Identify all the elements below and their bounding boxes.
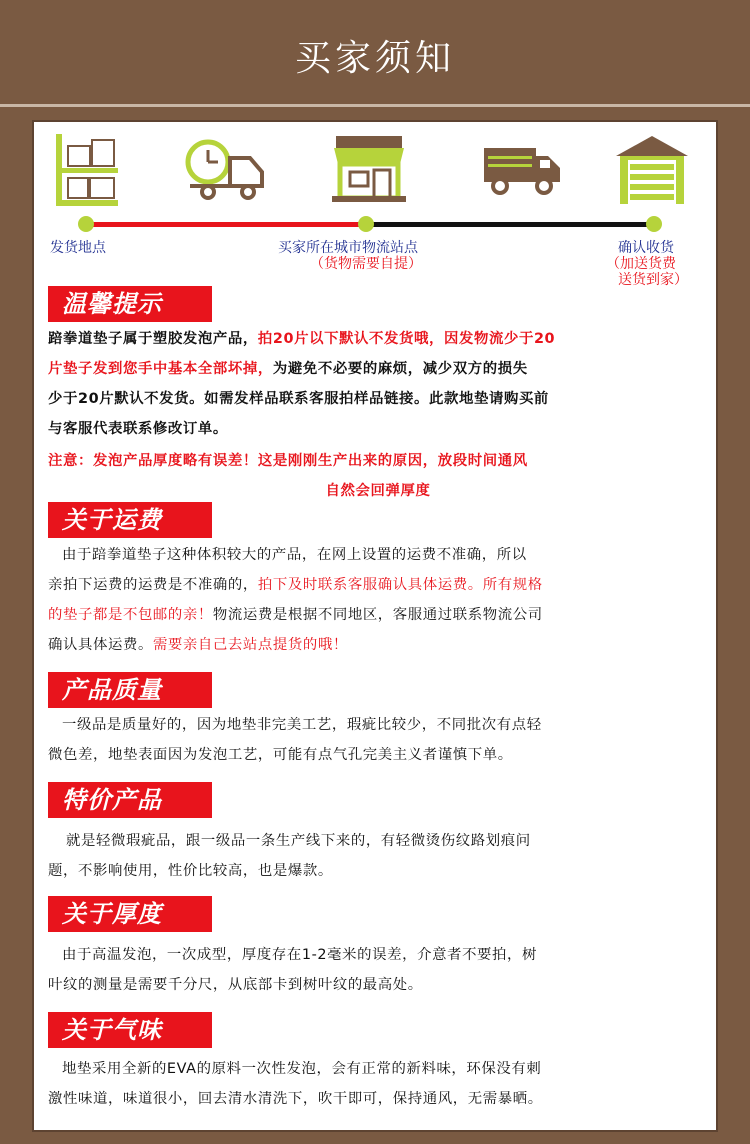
shipping-flow bbox=[34, 122, 716, 292]
section-thickness-title: 关于厚度 bbox=[48, 896, 212, 932]
flow-dot-start bbox=[78, 216, 94, 232]
tips-line-2b: 为避免不必要的麻烦，减少双方的损失 bbox=[272, 361, 528, 377]
tips-line-2a: 片垫子发到您手中基本全部坏掉， bbox=[48, 361, 273, 377]
flow-line-red bbox=[86, 222, 362, 227]
shipping-line-1: 由于踣拳道垫子这种体积较大的产品，在网上设置的运费不准确，所以 bbox=[62, 547, 527, 563]
section-special-title: 特价产品 bbox=[48, 782, 212, 818]
section-thickness-body bbox=[48, 940, 708, 1000]
tips-note-1: 注意：发泡产品厚度略有误差！这是刚刚生产出来的原因，放段时间通风 bbox=[48, 453, 528, 469]
shipping-line-2b: 拍下及时联系客服确认具体运费。所有规格 bbox=[257, 577, 543, 593]
quality-line-1: 一级品是质量好的，因为地垫非完美工艺，瑕疵比较少，不同批次有点轻 bbox=[62, 717, 542, 733]
flow-note-home-delivery: 送货到家） bbox=[618, 272, 688, 288]
odor-line-2: 激性味道，味道很小，回去清水清洗下，吹干即可，保持通风，无需暴晒。 bbox=[48, 1091, 543, 1107]
tips-line-1a: 踣拳道垫子属于塑胶发泡产品， bbox=[48, 331, 258, 347]
thickness-line-1: 由于高温发泡，一次成型，厚度存在1-2毫米的误差，介意者不要拍，树 bbox=[62, 947, 538, 963]
shipping-line-4a: 确认具体运费。 bbox=[48, 637, 153, 653]
odor-line-1: 地垫采用全新的EVA的原料一次性发泡，会有正常的新料味，环保没有刺 bbox=[62, 1061, 542, 1077]
flow-line-black bbox=[362, 222, 652, 227]
thickness-line-2: 叶纹的测量是需要千分尺，从底部卡到树叶纹的最高处。 bbox=[48, 977, 423, 993]
tips-line-1b: 拍20片以下默认不发货哦，因发物流少于20 bbox=[257, 331, 556, 347]
flow-note-self-pickup: （货物需要自提） bbox=[310, 256, 422, 272]
section-quality-body bbox=[48, 710, 708, 770]
special-line-2: 题，不影响使用，性价比较高，也是爆款。 bbox=[48, 863, 333, 879]
section-odor-title: 关于气味 bbox=[48, 1012, 212, 1048]
garage-home-icon bbox=[614, 132, 690, 206]
page-title: 买家须知 bbox=[294, 38, 455, 79]
section-quality-title: 产品质量 bbox=[48, 672, 212, 708]
tips-note-2: 自然会回弹厚度 bbox=[325, 483, 431, 499]
header-divider bbox=[0, 104, 750, 107]
header bbox=[0, 0, 750, 114]
notice-panel bbox=[34, 122, 716, 1130]
shipping-line-3b: 物流运费是根据不同地区，客服通过联系物流公司 bbox=[212, 607, 543, 623]
quality-line-2: 微色差，地垫表面因为发泡工艺，可能有点气孔完美主义者谨慎下单。 bbox=[48, 747, 513, 763]
flow-dot-middle bbox=[358, 216, 374, 232]
shipping-line-3a: 的垫子都是不包邮的亲！ bbox=[48, 607, 213, 623]
tips-line-3: 少于20片默认不发货。如需发样品联系客服拍样品链接。此款地垫请购买前 bbox=[48, 391, 549, 407]
section-tips-body bbox=[48, 324, 708, 506]
warehouse-shelf-icon bbox=[54, 132, 122, 208]
store-icon bbox=[330, 132, 408, 204]
section-shipping-title: 关于运费 bbox=[48, 502, 212, 538]
section-shipping-body bbox=[48, 540, 708, 660]
section-odor-body bbox=[48, 1054, 708, 1114]
dispatch-truck-icon bbox=[184, 136, 270, 202]
flow-dot-end bbox=[646, 216, 662, 232]
delivery-van-icon bbox=[482, 142, 562, 196]
flow-label-station: 买家所在城市物流站点 bbox=[278, 240, 418, 256]
special-line-1: 就是轻微瑕疵品，跟一级品一条生产线下来的，有轻微烫伤纹路划痕问 bbox=[66, 833, 531, 849]
shipping-line-4b: 需要亲自己去站点提货的哦！ bbox=[152, 637, 348, 653]
flow-label-origin: 发货地点 bbox=[50, 240, 106, 256]
section-special-body bbox=[48, 826, 708, 886]
flow-label-receive: 确认收货 bbox=[618, 240, 674, 256]
section-tips-title: 温馨提示 bbox=[48, 286, 212, 322]
tips-line-4: 与客服代表联系修改订单。 bbox=[48, 421, 228, 437]
shipping-line-2a: 亲拍下运费的运费是不准确的， bbox=[48, 577, 258, 593]
flow-note-delivery-fee: （加送货费 bbox=[606, 256, 676, 272]
